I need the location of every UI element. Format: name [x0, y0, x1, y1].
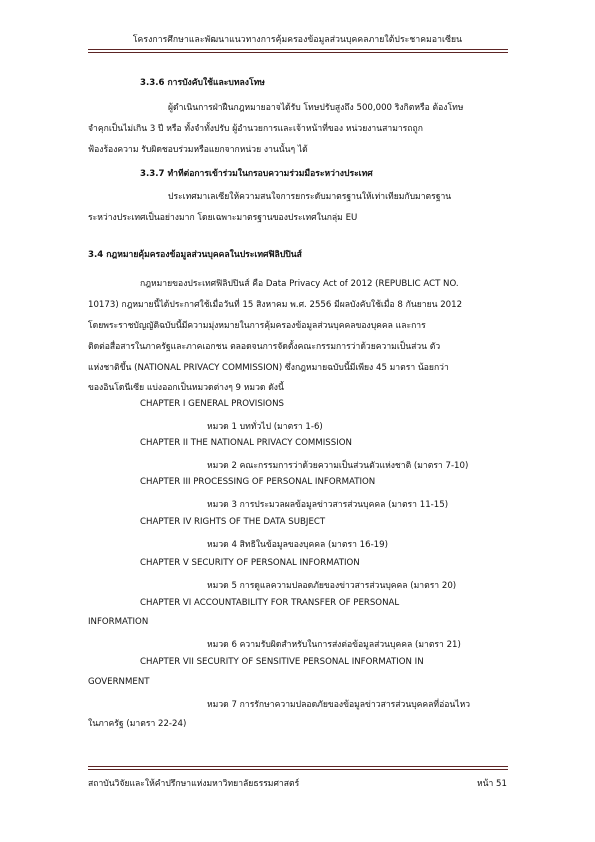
- section-34-heading: 3.4 กฎหมายคุ้มครองข้อมูลส่วนบุคคลในประเทศฟิลิปปินส์: [88, 250, 302, 260]
- footer-rule-thin: [88, 766, 508, 767]
- chapter-4-thai: หมวด 4 สิทธิในข้อมูลของบุคคล (มาตรา 16-19): [207, 540, 388, 550]
- chapter-2-title: CHAPTER II THE NATIONAL PRIVACY COMMISSION: [140, 438, 352, 448]
- chapter-6-title-cont: INFORMATION: [88, 617, 149, 627]
- chapter-2-thai: หมวด 2 คณะกรรมการว่าด้วยความเป็นส่วนตัวแห่งชาติ (มาตรา 7-10): [207, 461, 469, 471]
- section-337-line-1: ประเทศมาเลเซียให้ความสนใจการยกระดับมาตรฐานให้เท่าเทียมกับมาตรฐาน: [168, 192, 452, 202]
- chapter-3-title: CHAPTER III PROCESSING OF PERSONAL INFORMATION: [140, 477, 376, 487]
- chapter-4-title: CHAPTER IV RIGHTS OF THE DATA SUBJECT: [140, 517, 326, 527]
- header-rule: [88, 49, 508, 50]
- section-336-line-2: จำคุกเป็นไม่เกิน 3 ปี หรือ ทั้งจำทั้งปรับ ผู้อำนวยการและเจ้าหน้าที่ของ หน่วยงานสามารถถูก: [88, 124, 423, 134]
- chapter-7-thai: หมวด 7 การรักษาความปลอดภัยของข้อมูลข่าวสารส่วนบุคคลที่อ่อนไหว: [207, 700, 471, 710]
- section-337-line-2: ระหว่างประเทศเป็นอย่างมาก โดยเฉพาะมาตรฐานของประเทศในกลุ่ม EU: [88, 213, 358, 223]
- page-header-title: โครงการศึกษาและพัฒนาแนวทางการคุ้มครองข้อมูลส่วนบุคคลภายใต้ประชาคมอาเซียน: [132, 35, 463, 45]
- section-34-line-5: แห่งชาติขึ้น (NATIONAL PRIVACY COMMISSION) ซึ่งกฎหมายฉบับนี้มีเพียง 45 มาตรา น้อยกว่า: [88, 363, 449, 373]
- section-336-line-1: ผู้ดำเนินการฝ่าฝืนกฎหมายอาจได้รับ โทษปรับสูงถึง 500,000 ริงกิตหรือ ต้องโทษ: [168, 103, 464, 113]
- chapter-6-title: CHAPTER VI ACCOUNTABILITY FOR TRANSFER OF PERSONAL: [140, 598, 400, 608]
- chapter-7-thai-cont: ในภาครัฐ (มาตรา 22-24): [88, 719, 187, 729]
- section-337-heading: 3.3.7 ทำทีต่อการเข้าร่วมในกรอบความร่วมมือระหว่างประเทศ: [140, 169, 373, 179]
- page-number: หน้า 51: [476, 779, 507, 789]
- section-34-line-2: 10173) กฎหมายนี้ได้ประกาศใช้เมื่อวันที่ 15 สิงหาคม พ.ศ. 2556 มีผลบังคับใช้เมื่อ 8 กันยายน 2012: [88, 300, 463, 310]
- header-rule-thin: [88, 52, 508, 53]
- section-34-line-3: โดยพระราชบัญญัติฉบับนี้มีความมุ่งหมายในการคุ้มครองข้อมูลส่วนบุคคลของบุคคล และการ: [88, 321, 426, 331]
- footer-rule: [88, 769, 508, 770]
- section-34-line-4: ติดต่อสื่อสารในภาครัฐและภาคเอกชน ตลอดจนการจัดตั้งคณะกรรมการว่าด้วยความเป็นส่วน ตัว: [88, 342, 441, 352]
- chapter-7-title-cont: GOVERNMENT: [88, 677, 150, 687]
- section-34-line-6: ของอินโดนีเซีย แบ่งออกเป็นหมวดต่างๆ 9 หมวด ดังนี้: [88, 383, 284, 393]
- chapter-5-thai: หมวด 5 การดูแลความปลอดภัยของข่าวสารส่วนบุคคล (มาตรา 20): [207, 581, 457, 591]
- section-336-heading: 3.3.6 การบังคับใช้และบทลงโทษ: [140, 78, 265, 88]
- chapter-6-thai: หมวด 6 ความรับผิดสำหรับในการส่งต่อข้อมูลส่วนบุคคล (มาตรา 21): [207, 640, 461, 650]
- section-336-line-3: ฟ้องร้องความ รับผิดชอบร่วมหรือแยกจากหน่วย งานนั้นๆ ได้: [88, 145, 308, 155]
- section-34-line-1: กฎหมายของประเทศฟิลิปปินส์ คือ Data Privacy Act of 2012 (REPUBLIC ACT NO.: [140, 279, 459, 289]
- chapter-1-thai: หมวด 1 บททั่วไป (มาตรา 1-6): [207, 422, 323, 432]
- chapter-7-title: CHAPTER VII SECURITY OF SENSITIVE PERSONAL INFORMATION IN: [140, 657, 424, 667]
- chapter-5-title: CHAPTER V SECURITY OF PERSONAL INFORMATION: [140, 558, 360, 568]
- chapter-3-thai: หมวด 3 การประมวลผลข้อมูลข่าวสารส่วนบุคคล (มาตรา 11-15): [207, 500, 449, 510]
- footer-institution: สถาบันวิจัยและให้คำปรึกษาแห่งมหาวิทยาลัยธรรมศาสตร์: [88, 779, 300, 789]
- chapter-1-title: CHAPTER I GENERAL PROVISIONS: [140, 399, 284, 409]
